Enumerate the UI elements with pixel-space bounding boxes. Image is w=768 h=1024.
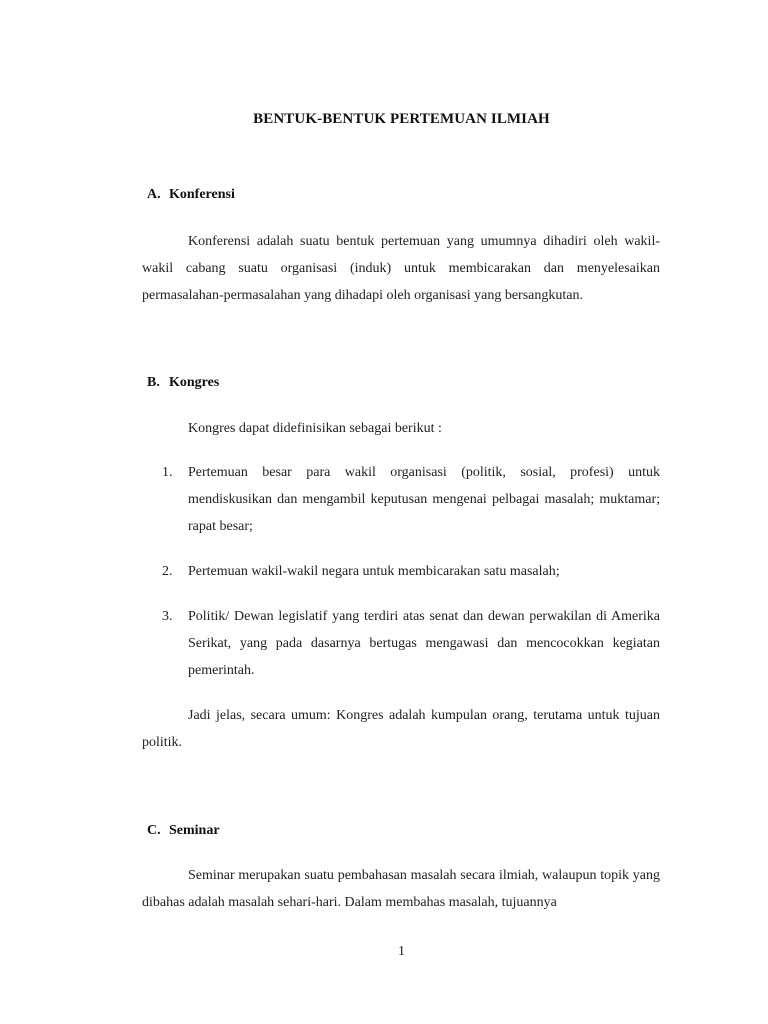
section-b-letter: B. <box>147 375 160 390</box>
section-a-letter: A. <box>147 187 161 202</box>
list-item-text: Pertemuan wakil-wakil negara untuk membicarakan satu masalah; <box>188 564 560 579</box>
section-b-title: Kongres <box>169 375 220 390</box>
section-c-heading <box>147 823 220 839</box>
list-item-number: 3. <box>162 609 173 624</box>
section-c-paragraph <box>142 862 660 916</box>
section-b-heading <box>147 375 219 391</box>
section-c-title: Seminar <box>169 823 220 838</box>
section-b-intro: Kongres dapat didefinisikan sebagai berikut : <box>188 421 442 436</box>
section-c-letter: C. <box>147 823 161 838</box>
list-item <box>162 603 660 684</box>
section-c-paragraph-text: Seminar merupakan suatu pembahasan masalah secara ilmiah, walaupun topik yang dibahas adalah masalah sehari-hari. Dalam membahas masalah, tujuannya <box>142 868 660 910</box>
section-b-conclusion <box>142 702 660 756</box>
page-number: 1 <box>398 944 405 959</box>
list-item-text: Politik/ Dewan legislatif yang terdiri atas senat dan dewan perwakilan di Amerika Serikat, yang pada dasarnya bertugas mengawasi dan mencocokkan kegiatan pemerintah. <box>188 609 660 678</box>
section-a-paragraph <box>142 228 660 309</box>
section-b-conclusion-text: Jadi jelas, secara umum: Kongres adalah kumpulan orang, terutama untuk tujuan politik. <box>142 708 660 750</box>
list-item-number: 1. <box>162 465 173 480</box>
section-a-title: Konferensi <box>169 187 235 202</box>
section-a-heading <box>147 187 235 203</box>
list-item <box>162 558 660 585</box>
document-title: BENTUK-BENTUK PERTEMUAN ILMIAH <box>253 111 550 127</box>
list-item-text: Pertemuan besar para wakil organisasi (politik, sosial, profesi) untuk mendiskusikan dan mengambil keputusan mengenai pelbagai masalah; muktamar; rapat besar; <box>188 465 660 534</box>
list-item <box>162 459 660 540</box>
section-a-paragraph-text: Konferensi adalah suatu bentuk pertemuan yang umumnya dihadiri oleh wakil-wakil cabang suatu organisasi (induk) untuk membicarakan dan menyelesaikan permasalahan-permasalahan yang dihadapi oleh organisasi yang bersangkutan. <box>142 234 660 303</box>
list-item-number: 2. <box>162 564 173 579</box>
